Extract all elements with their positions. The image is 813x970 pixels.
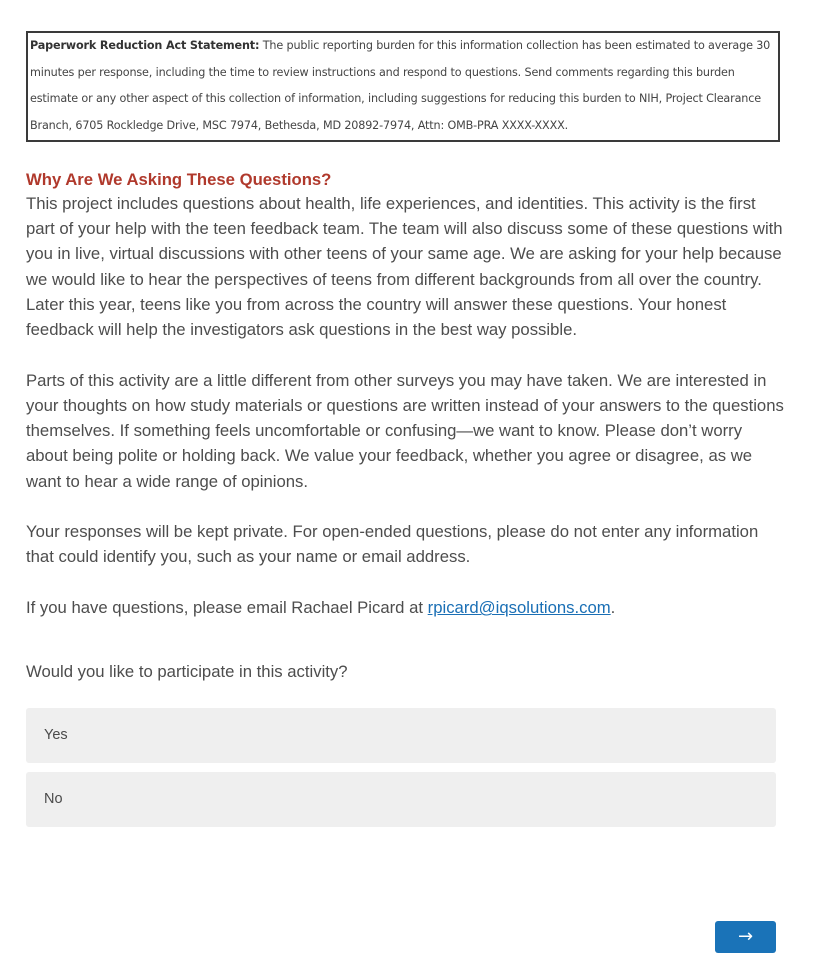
participation-question: Would you like to participate in this activity?	[26, 662, 348, 681]
paperwork-reduction-act-box	[26, 31, 780, 142]
contact-paragraph	[26, 595, 786, 620]
next-button[interactable]	[715, 921, 776, 953]
arrow-right-icon: →	[737, 926, 754, 947]
intro-paragraph-2: Parts of this activity are a little different from other surveys you may have taken. We are interested in your thoughts on how study materials or questions are written instead of your answers to the questions themselves. If something feels uncomfortable or confusing—we want to know. Please don’t worry about being polite or holding back. We value your feedback, whether you agree or disagree, as we want to hear a wide range of opinions.	[26, 370, 784, 491]
contact-email-link[interactable]: rpicard@iqsolutions.com	[427, 598, 611, 618]
section-heading: Why Are We Asking These Questions?	[26, 170, 332, 189]
pra-body: The public reporting burden for this information collection has been estimated to average 30 minutes per response, including the time to review instructions and respond to questions. Send comments regarding this burden estimate or any other aspect of this collection of information, including suggestions for reducing this burden to NIH, Project Clearance Branch, 6705 Rockledge Drive, MSC 7974, Bethesda, MD 20892-7974, Attn: OMB-PRA XXXX-XXXX.	[30, 39, 771, 132]
contact-prefix: If you have questions, please email Rachael Picard at	[26, 598, 428, 618]
contact-suffix: .	[610, 598, 616, 618]
choice-yes-option[interactable]: Yes	[26, 708, 776, 763]
choice-no-option[interactable]: No	[26, 772, 776, 827]
intro-paragraph-1: This project includes questions about health, life experiences, and identities. This activity is the first part of your help with the teen feedback team. The team will also discuss some of these questions with you in live, virtual discussions with other teens of your same age. We are asking for your help because we would like to hear the perspectives of teens from different backgrounds from all over the country. Later this year, teens like you from across the country will answer these questions. Your honest feedback will help the investigators ask questions in the best way possible.	[26, 194, 783, 340]
pra-title: Paperwork Reduction Act Statement:	[30, 39, 260, 52]
intro-paragraph-3: Your responses will be kept private. For open-ended questions, please do not enter any information that could identify you, such as your name or email address.	[26, 522, 759, 567]
intro-content	[26, 168, 786, 620]
